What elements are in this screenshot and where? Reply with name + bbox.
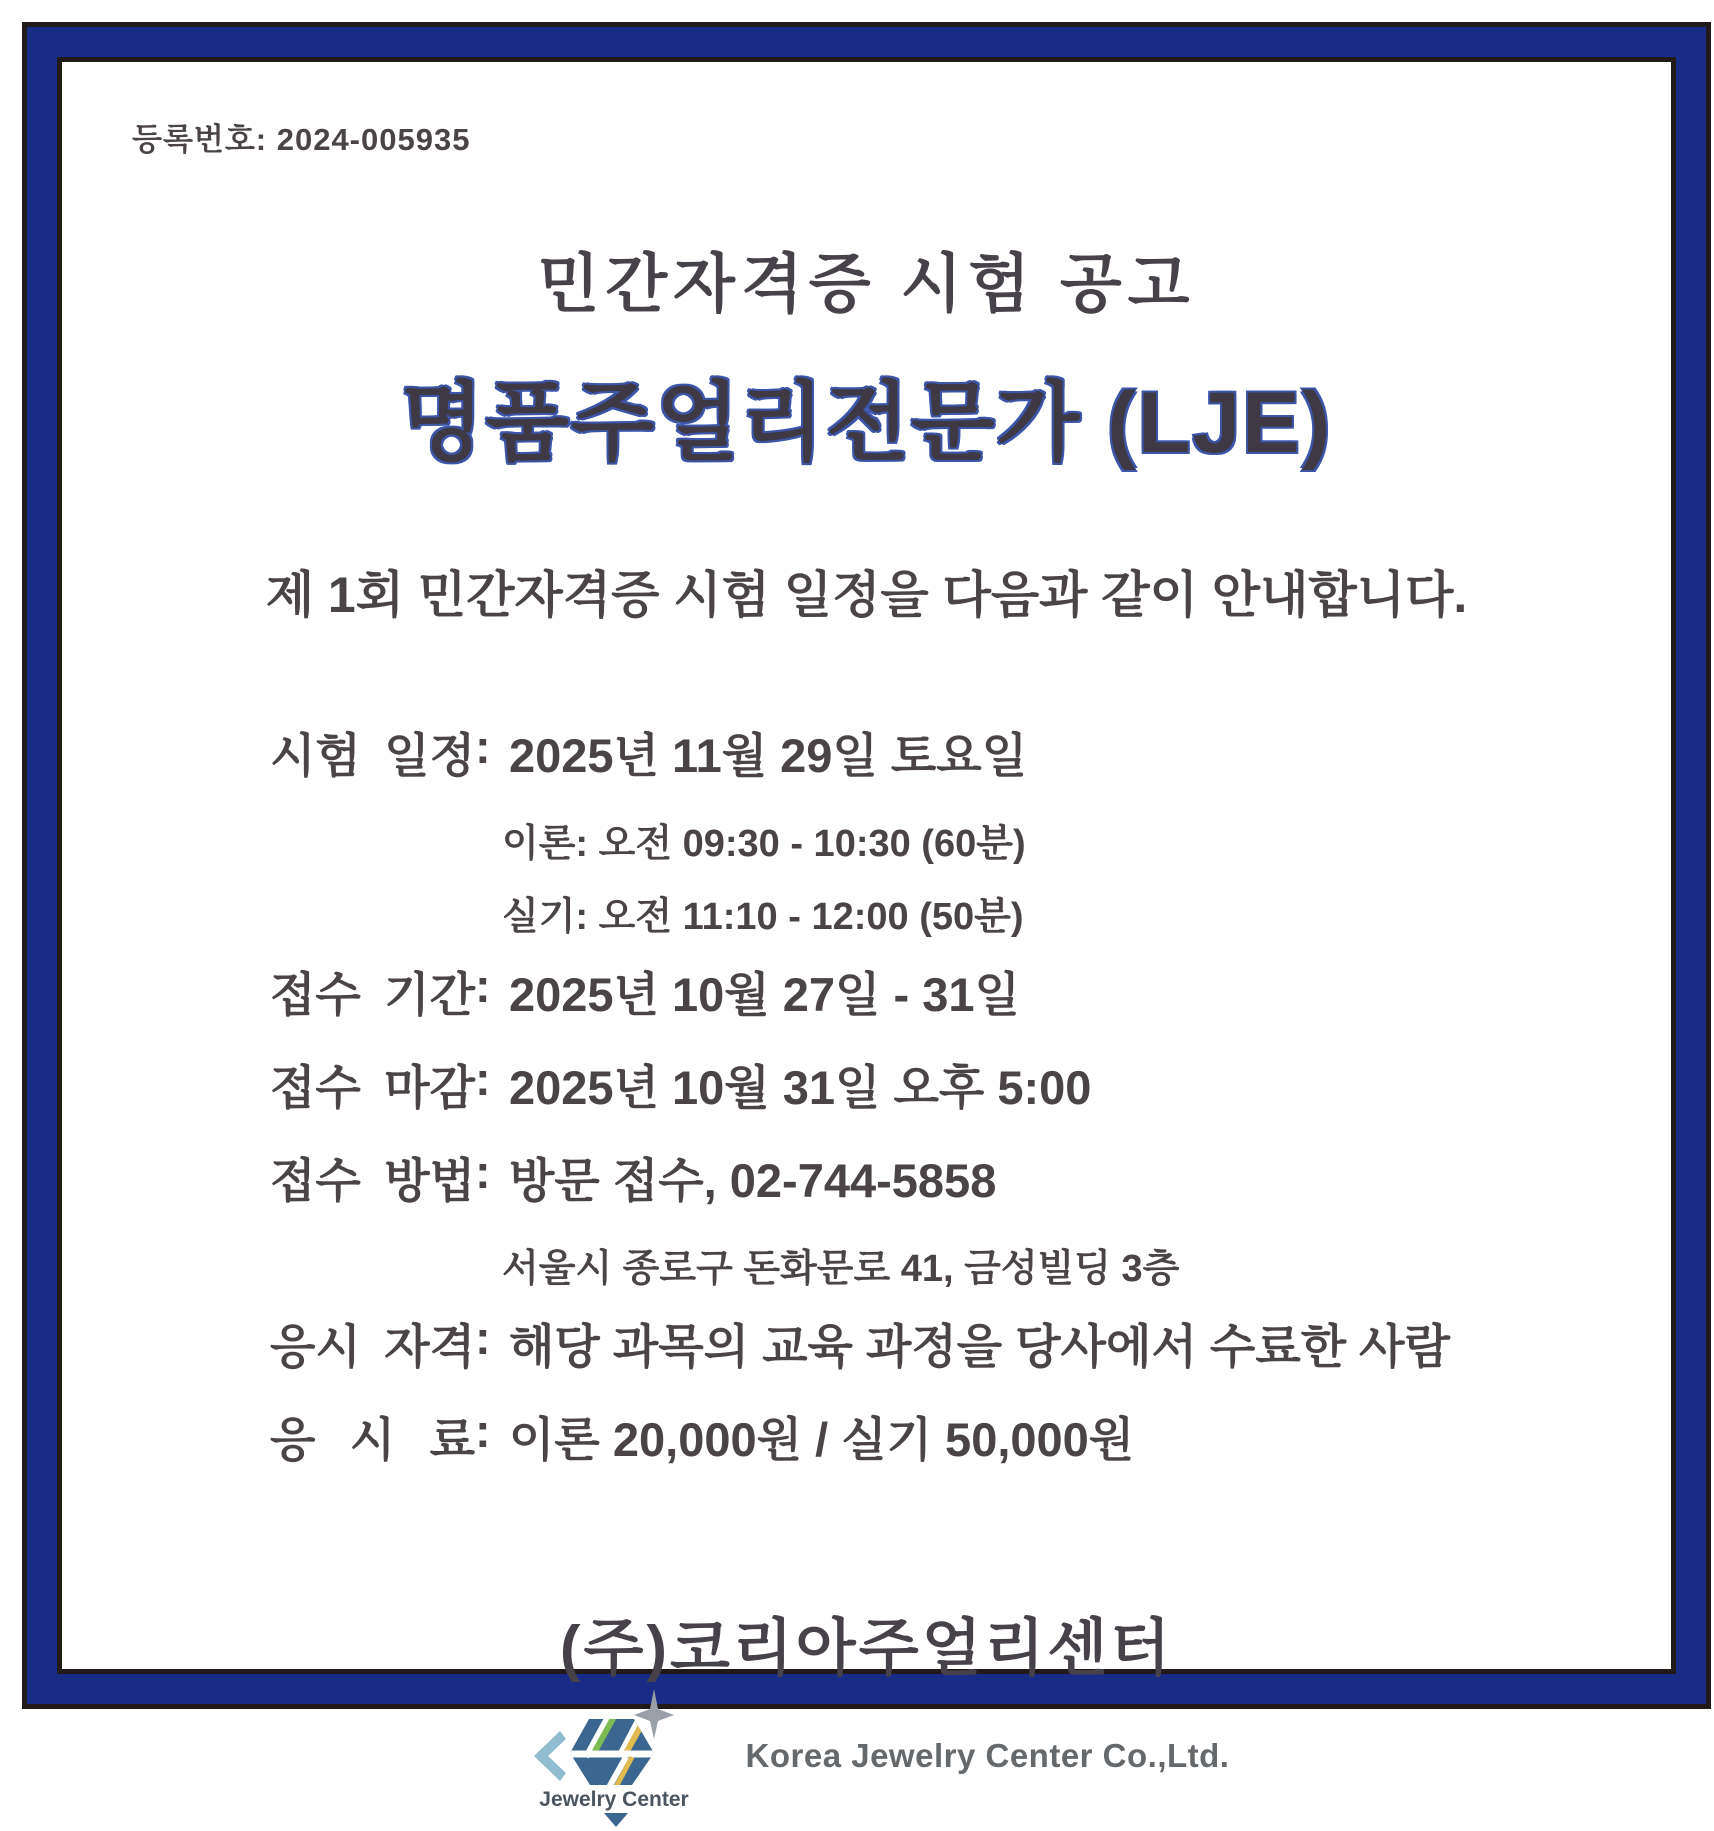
- detail-value: 2025년 10월 27일 - 31일: [509, 968, 1020, 1021]
- detail-row: [270, 958, 1635, 1025]
- detail-subline: 이론: 오전 09:30 - 10:30 (60분): [502, 823, 1026, 865]
- detail-value: 해당 과목의 교육 과정을 당사에서 수료한 사람: [509, 1320, 1450, 1373]
- detail-colon: :: [475, 720, 491, 773]
- detail-label: 응 시 료: [270, 1413, 475, 1466]
- registration-number: 등록번호: 2024-005935: [132, 122, 471, 157]
- certificate-name: 명품주얼리전문가 (LJE): [400, 375, 1333, 471]
- detail-row: [270, 1403, 1635, 1470]
- detail-row: [270, 1310, 1635, 1377]
- detail-value: 2025년 11월 29일 토요일: [509, 729, 1028, 782]
- logo-company-text: Korea Jewelry Center Co.,Ltd.: [745, 1737, 1230, 1774]
- detail-label: 접수 방법: [270, 1154, 475, 1207]
- detail-colon: :: [475, 1052, 491, 1105]
- detail-subline: 서울시 종로구 돈화문로 41, 금성빌딩 3층: [502, 1248, 1180, 1290]
- logo-caption: Jewelry Center: [538, 1788, 689, 1811]
- exam-detail-list: [270, 719, 1635, 1470]
- diamond-tip-icon: [604, 1813, 628, 1827]
- detail-value: 이론 20,000원 / 실기 50,000원: [509, 1413, 1135, 1466]
- detail-row: [270, 1144, 1635, 1211]
- detail-colon: :: [475, 959, 491, 1012]
- detail-row: [270, 719, 1635, 786]
- detail-label: 응시 자격: [270, 1320, 475, 1373]
- company-logo: [98, 1701, 1635, 1831]
- diamond-logo-icon: [504, 1701, 734, 1831]
- chevron-left-icon: [534, 1731, 566, 1781]
- document-body: [57, 57, 1676, 1811]
- detail-label: 접수 마감: [270, 1061, 475, 1114]
- blue-border-frame: [22, 22, 1711, 1811]
- detail-colon: :: [475, 1311, 491, 1364]
- detail-label: 접수 기간: [270, 968, 475, 1021]
- page-title: 민간자격증 시험 공고: [537, 248, 1196, 320]
- detail-subline: 실기: 오전 11:10 - 12:00 (50분): [502, 896, 1024, 938]
- detail-value: 2025년 10월 31일 오후 5:00: [509, 1061, 1092, 1114]
- intro-text: 제 1회 민간자격증 시험 일정을 다음과 같이 안내합니다.: [265, 567, 1468, 623]
- detail-label: 시험 일정: [270, 729, 475, 782]
- detail-colon: :: [475, 1404, 491, 1457]
- detail-colon: :: [475, 1145, 491, 1198]
- detail-value: 방문 접수, 02-744-5858: [509, 1154, 997, 1207]
- detail-row: [270, 1051, 1635, 1118]
- company-name: (주)코리아주얼리센터: [559, 1614, 1174, 1683]
